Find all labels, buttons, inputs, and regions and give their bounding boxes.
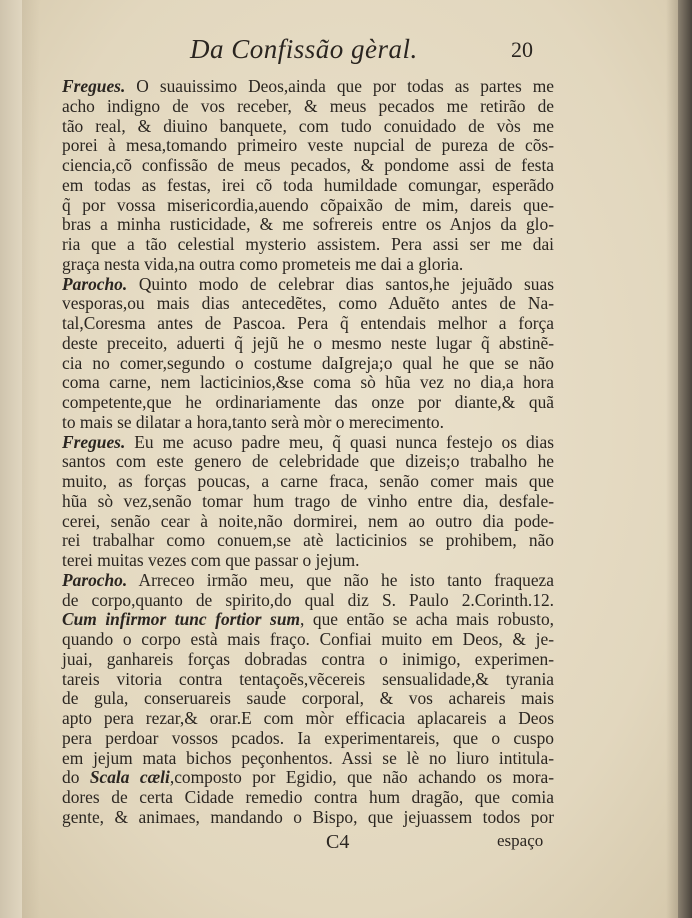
text-segment: terei muitas vezes com que passar o jejum.	[62, 550, 360, 570]
italic-text: Scala cæli	[89, 767, 170, 788]
text-line	[62, 413, 554, 433]
text-line	[62, 788, 554, 808]
text-line	[62, 551, 554, 571]
text-segment: O suauissimo Deos,ainda que por todas as partes me	[125, 76, 554, 96]
text-segment: quando o corpo està mais fraço. Confiai muito em Deos, & je-	[62, 629, 554, 649]
text-line	[62, 433, 554, 453]
text-line	[62, 512, 554, 532]
text-line	[62, 314, 554, 334]
text-segment: q̃ por vossa misericordia,auendo cõpaixão de mim, dareis que-	[62, 194, 554, 215]
text-segment: juai, ganhareis forças dobradas contra o inimigo, experimen-	[62, 648, 554, 669]
text-line	[62, 255, 554, 275]
text-line	[62, 373, 554, 393]
text-line	[62, 749, 554, 769]
text-line	[62, 215, 554, 235]
text-line	[62, 492, 554, 512]
text-line	[62, 117, 554, 137]
text-line	[62, 196, 554, 216]
text-line	[62, 275, 554, 295]
text-segment: do	[62, 767, 90, 788]
italic-text: Cum infirmor tunc fortior sum	[62, 609, 301, 630]
catchword: espaço	[497, 831, 544, 850]
text-line	[62, 235, 554, 255]
text-segment: santos com este genero de celebridade que dizeis;o trabalho he	[62, 451, 554, 472]
text-segment: coma carne, nem lacticinios,&se coma sò hũa vez no dia,a hora	[62, 372, 554, 393]
text-segment: bras a minha rusticidade, & me sofrereis entre os Anjos da glo-	[62, 214, 554, 235]
text-segment: em todas as festas, irei cõ toda humildade comungar, esperãdo	[62, 174, 554, 195]
text-line	[62, 393, 554, 413]
text-segment: deste preceito, aduerti q̃ jejũ he o mesmo neste lugar q̃ abstinẽ-	[62, 332, 554, 353]
page-number: 20	[511, 37, 533, 62]
text-segment: Arreceo irmão meu, que não he isto tanto fraqueza	[127, 569, 554, 590]
text-segment: pera perdoar vossos pcados. Ia experimentareis, que o cuspo	[62, 727, 554, 748]
text-segment: gente, & animaes, mandando o Bispo, que jejuassem todos por	[62, 806, 554, 827]
signature-mark: C4	[326, 831, 350, 853]
text-segment: , que então se acha mais robusto,	[300, 609, 554, 630]
text-line	[62, 768, 554, 788]
text-segment: cerei, senão cear à noite,não dormirei, nem ao outro dia pode-	[62, 510, 554, 531]
text-line	[62, 650, 554, 670]
text-segment: em jejum mata bichos peçonhentos. Assi se lè no liuro intitula-	[62, 747, 554, 768]
text-segment: competente,que he ordinariamente das onze por diante,& quã	[62, 392, 554, 412]
text-segment: vesporas,ou mais dias antecedẽtes, como Aduẽto antes de Na-	[62, 293, 554, 314]
italic-text: Fregues.	[62, 76, 126, 96]
text-segment: to mais se dilatar a hora,tanto serà mòr o merecimento.	[62, 411, 444, 432]
text-line	[62, 670, 554, 690]
text-segment: ria que a tão celestial mysterio assistem. Pera assi ser me dai	[62, 234, 554, 254]
text-segment: dores de certa Cidade remedio contra hum dragão, que comia	[62, 787, 554, 807]
text-line	[62, 709, 554, 729]
text-segment: muito, as forças poucas, a carne fraca, senão comer mais que	[62, 471, 554, 491]
text-line	[62, 77, 554, 97]
text-segment: ,composto por Egidio, que não achando os mora-	[169, 767, 555, 788]
text-line	[62, 136, 554, 156]
text-line	[62, 729, 554, 749]
binding-edge	[678, 0, 692, 918]
text-segment: Eu me acuso padre meu, q̃ quasi nunca festejo os dias	[125, 431, 554, 452]
text-line	[62, 452, 554, 472]
text-segment: tal,Coresma antes de Pascoa. Pera q̃ entendais melhor a força	[62, 313, 554, 333]
text-line	[62, 176, 554, 196]
text-segment: Quinto modo de celebrar dias santos,he jejuãdo suas	[127, 273, 554, 294]
text-segment: graça nesta vida,na outra como prometeis me dai a gloria.	[62, 253, 464, 274]
text-line	[62, 97, 554, 117]
text-segment: de gula, conseruareis saude corporal, & vos achareis mais	[62, 688, 554, 709]
text-line	[62, 354, 554, 374]
running-title: Da Confissão gèral.	[190, 34, 418, 64]
text-line	[62, 808, 554, 828]
text-line	[62, 571, 554, 591]
text-segment: cia no comer,segundo o costume daIgreja;o qual he que se não	[62, 352, 554, 373]
text-segment: hũa sò vez,senão tomar hum trago de vinho entre dia, desfale-	[62, 490, 554, 511]
text-segment: rei trabalhar como conuem,se atè lacticinios se prohibem, não	[62, 530, 554, 551]
page-body-text	[62, 77, 554, 828]
text-segment: ciencia,cõ confissão de meus pecados, & pondome assi de festa	[62, 155, 554, 175]
facing-page-edge	[0, 0, 22, 918]
text-segment: tão real, & diuino banquete, com tudo conuidado de vòs me	[62, 115, 554, 136]
text-line	[62, 334, 554, 354]
text-line	[62, 294, 554, 314]
text-segment: acho indigno de vos receber, & meus pecados me retirão de	[62, 95, 554, 116]
italic-text: Fregues.	[62, 431, 126, 452]
text-line	[62, 591, 554, 611]
text-segment: porei à mesa,tomando primeiro veste nupcial de pureza de cõs-	[62, 135, 554, 156]
text-line	[62, 156, 554, 176]
text-line	[62, 630, 554, 650]
text-segment: tareis vitoria contra tentaçoẽs,vẽcereis sensualidade,& tyrania	[62, 668, 554, 689]
text-line	[62, 610, 554, 630]
text-line	[62, 689, 554, 709]
italic-text: Parocho.	[62, 569, 128, 590]
text-line	[62, 472, 554, 492]
italic-text: Parocho.	[62, 273, 128, 294]
text-line	[62, 531, 554, 551]
text-segment: apto pera rezar,& orar.E com mòr efficacia aplacareis a Deos	[62, 708, 554, 728]
text-segment: de corpo,quanto de spirito,do qual diz S. Paulo 2.Corinth.12.	[62, 589, 554, 610]
